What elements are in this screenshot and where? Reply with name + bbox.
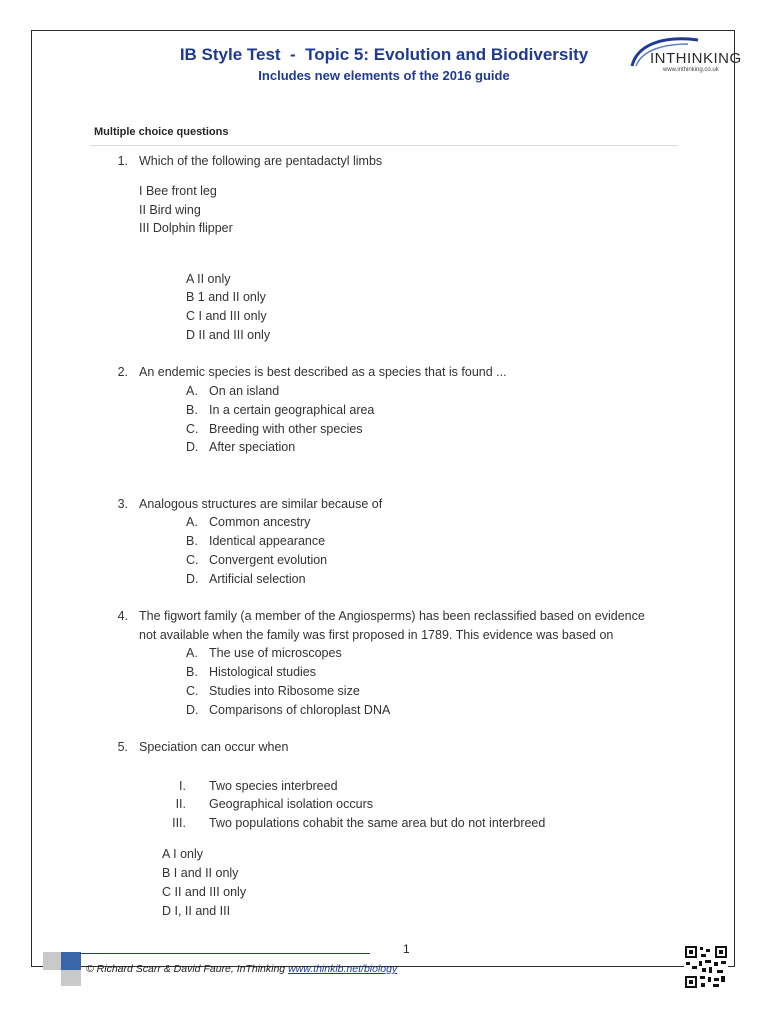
page-number: 1 (403, 942, 410, 956)
option-letter: C. (186, 422, 199, 436)
question-stem: Analogous structures are similar because of (139, 497, 383, 511)
answer-option: Breeding with other species (209, 422, 363, 436)
statement: II Bird wing (139, 203, 201, 217)
answer-option: After speciation (209, 440, 296, 454)
copyright-text: © Richard Scarr & David Faure, InThinking (86, 963, 286, 975)
question-number: 2. (117, 365, 128, 379)
statement: I Bee front leg (139, 184, 217, 198)
question-number: 4. (117, 609, 128, 623)
answer-option: Convergent evolution (209, 553, 328, 567)
question-number: 1. (117, 154, 128, 168)
statement: Two populations cohabit the same area but do not interbreed (209, 816, 546, 830)
answer-option: In a certain geographical area (209, 403, 375, 417)
answer-option: The use of microscopes (209, 646, 342, 660)
answer-option: Studies into Ribosome size (209, 684, 360, 698)
answer-option: B I and II only (162, 866, 239, 880)
option-letter: C. (186, 553, 199, 567)
option-letter: A. (186, 646, 198, 660)
logo-text: INTHINKING (650, 50, 742, 67)
question-stem: The figwort family (a member of the Angiosperms) has been reclassified based on evidence (139, 609, 645, 623)
option-letter: D. (186, 703, 199, 717)
option-letter: D. (186, 572, 199, 586)
page-title: IB Style Test - Topic 5: Evolution and Biodiversity (179, 45, 589, 64)
statement: Geographical isolation occurs (209, 797, 373, 811)
qr-code-icon (684, 945, 728, 989)
answer-option: Common ancestry (209, 515, 311, 529)
footer-square-dark (61, 952, 81, 970)
question-stem: Which of the following are pentadactyl limbs (139, 154, 383, 168)
answer-option: Histological studies (209, 665, 316, 679)
answer-option: B 1 and II only (186, 290, 266, 304)
statement: III Dolphin flipper (139, 221, 233, 235)
option-letter: B. (186, 534, 198, 548)
roman-numeral: III. (172, 816, 186, 830)
option-letter: A. (186, 384, 198, 398)
answer-option: D II and III only (186, 328, 271, 342)
option-letter: A. (186, 515, 198, 529)
option-letter: B. (186, 403, 198, 417)
logo-url: www.inthinking.co.uk (663, 67, 719, 73)
answer-option: A II only (186, 272, 231, 286)
answer-option: D I, II and III (162, 904, 231, 918)
answer-option: C II and III only (162, 885, 247, 899)
option-letter: B. (186, 665, 198, 679)
answer-option: A I only (162, 847, 203, 861)
option-letter: C. (186, 684, 199, 698)
question-number: 3. (117, 497, 128, 511)
question-stem-continued: not available when the family was first proposed in 1789. This evidence was based on (139, 628, 614, 642)
answer-option: Comparisons of chloroplast DNA (209, 703, 391, 717)
section-divider (90, 145, 678, 146)
statement: Two species interbreed (209, 779, 338, 793)
answer-option: On an island (209, 384, 280, 398)
question-stem: Speciation can occur when (139, 740, 289, 754)
footer-divider (80, 953, 370, 954)
footer-square-light (43, 952, 61, 970)
thinkib-link[interactable]: www.thinkib.net/biology (288, 963, 398, 975)
page-subtitle: Includes new elements of the 2016 guide (258, 68, 510, 83)
answer-option: C I and III only (186, 309, 267, 323)
answer-option: Artificial selection (209, 572, 306, 586)
question-stem: An endemic species is best described as a species that is found ... (139, 365, 507, 379)
footer-square-light (61, 970, 81, 986)
option-letter: D. (186, 440, 199, 454)
footer-copyright (86, 963, 397, 975)
answer-option: Identical appearance (209, 534, 326, 548)
roman-numeral: II. (175, 797, 186, 811)
question-number: 5. (117, 740, 128, 754)
roman-numeral: I. (179, 779, 186, 793)
section-heading: Multiple choice questions (94, 126, 229, 138)
